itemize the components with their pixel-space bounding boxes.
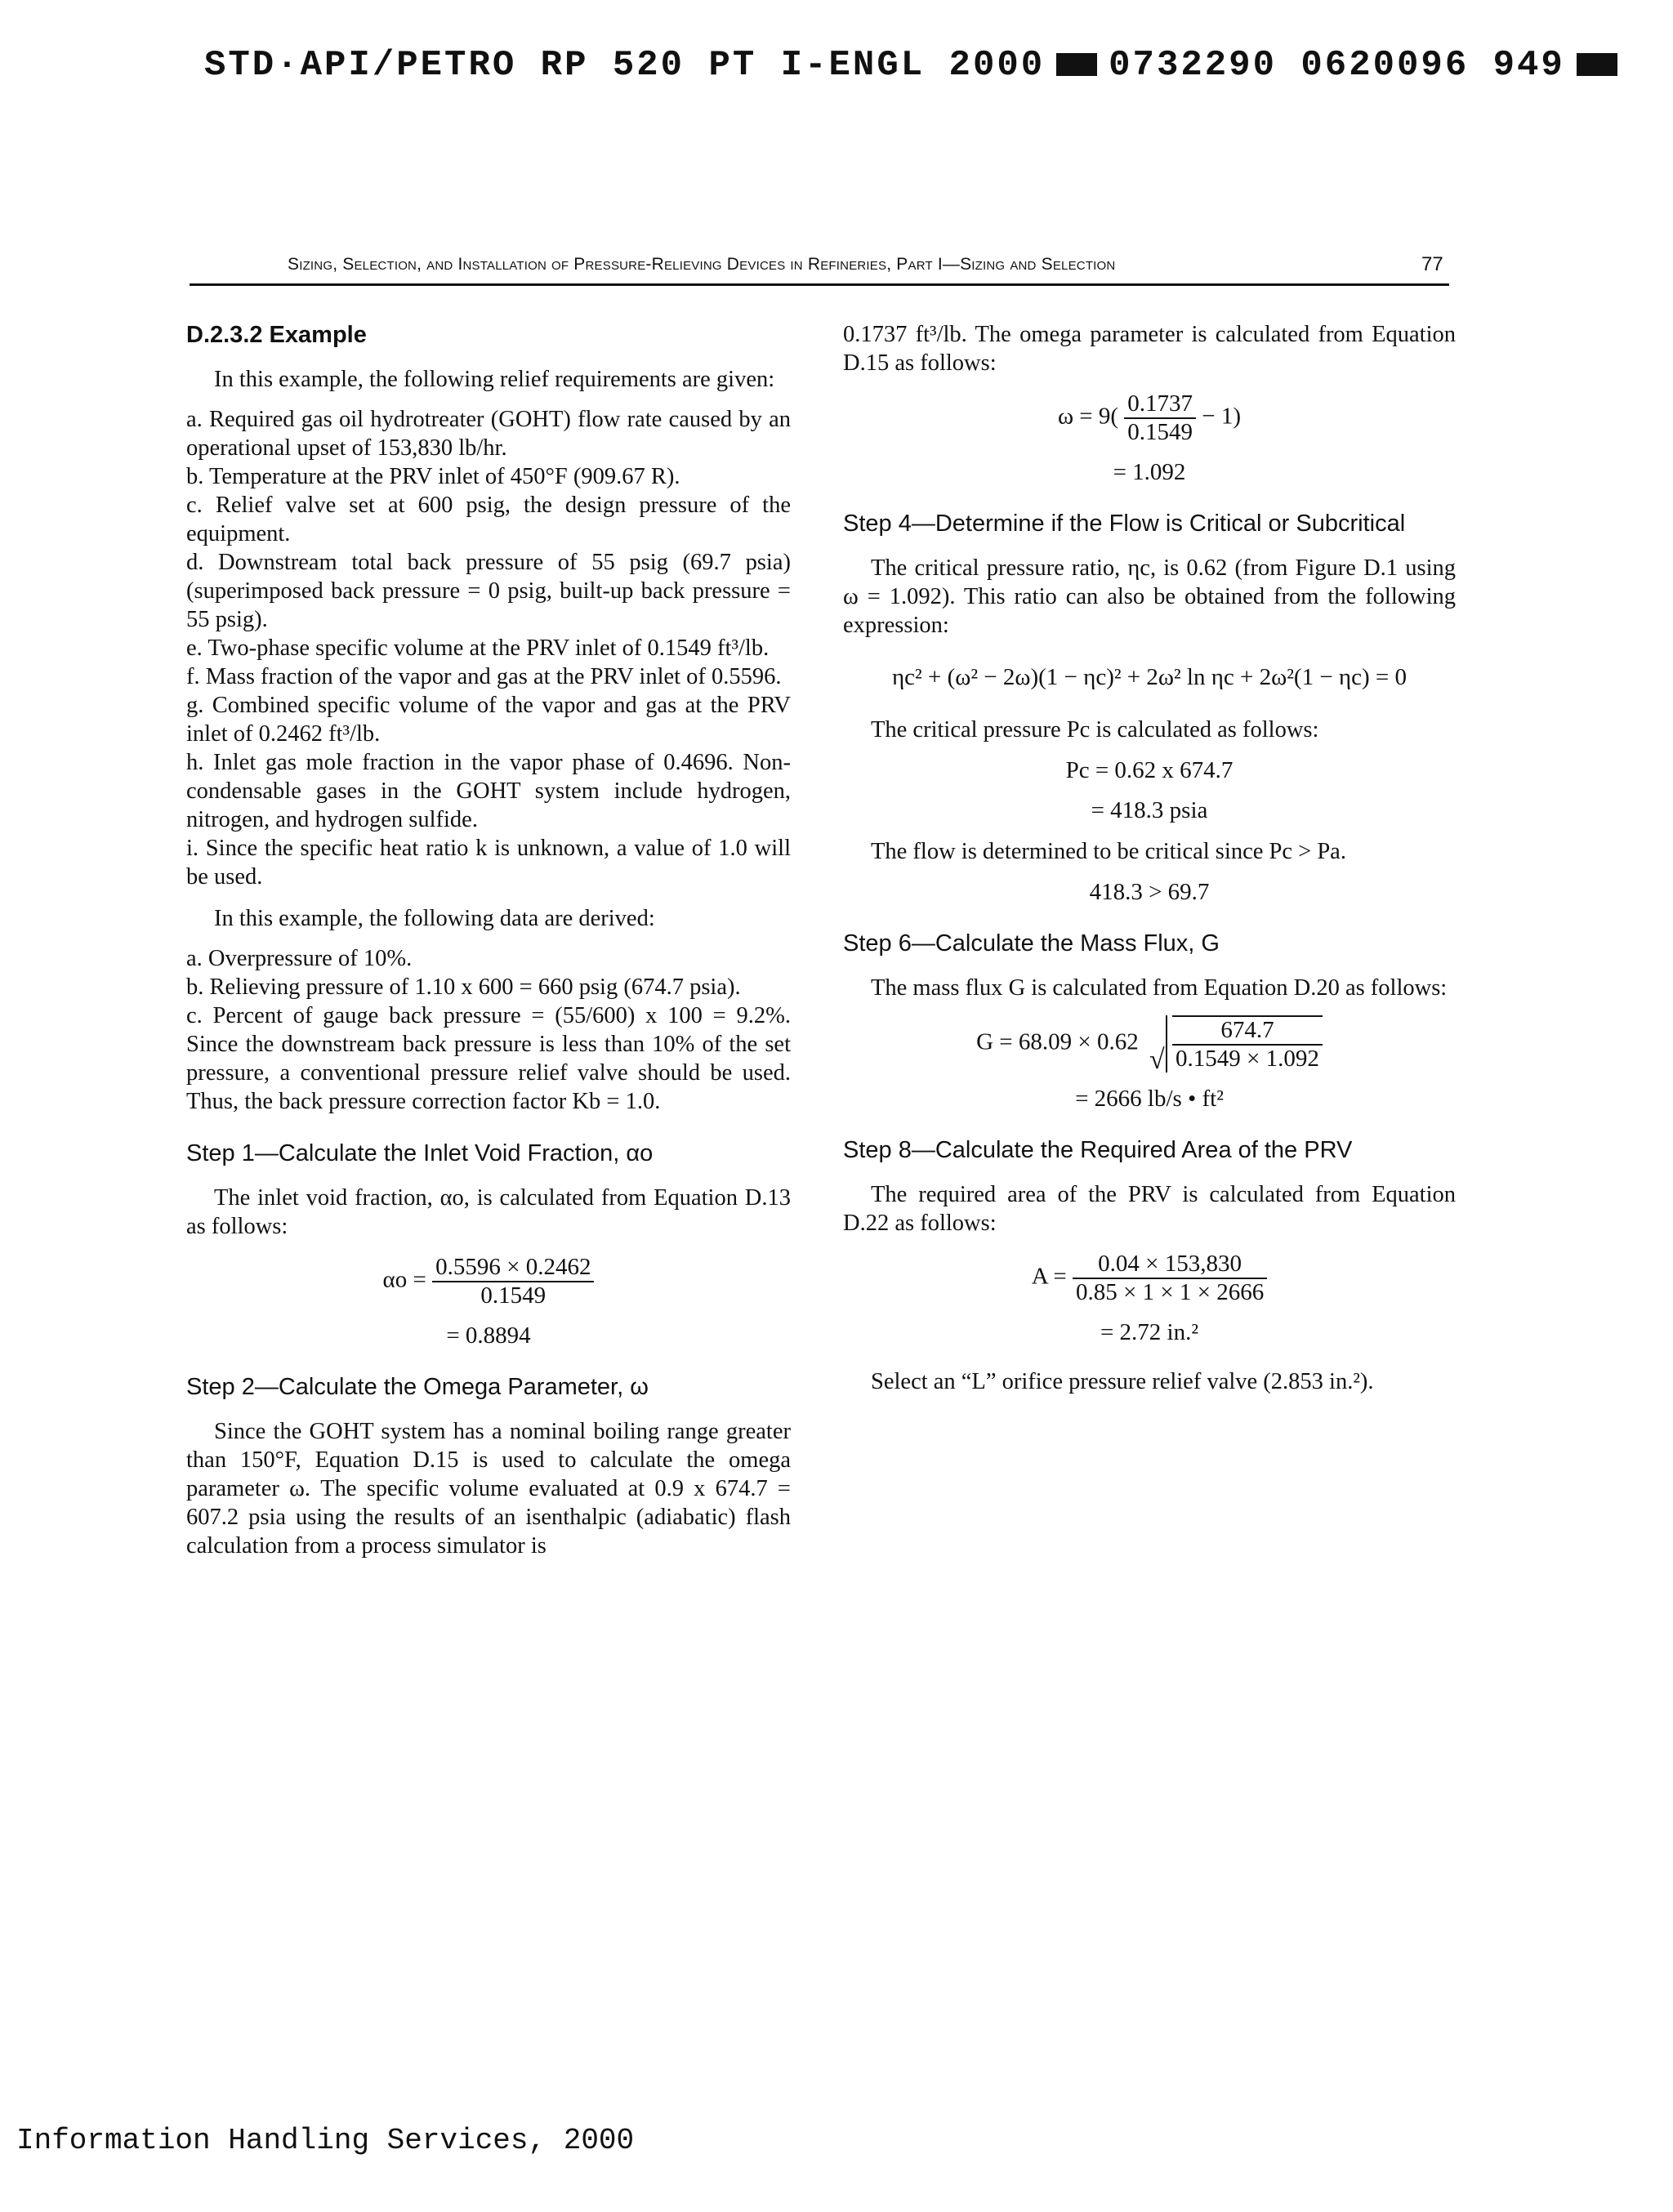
list-item: c. Percent of gauge back pressure = (55/600) x 100 = 9.2%. Since the downstream back pressure is less than 10% of the set pressure, a conventional pressure relief valve should be used. Thus, the back pressure correction factor Kb = 1.0. xyxy=(186,1003,791,1114)
barcode-block xyxy=(1056,53,1097,76)
derived-list xyxy=(186,944,791,1116)
equation-lhs: G = 68.09 × 0.62 xyxy=(976,1028,1139,1055)
step1-heading: Step 1—Calculate the Inlet Void Fraction, αo xyxy=(186,1140,654,1166)
given-list xyxy=(186,405,791,891)
critical-ratio-expression: ηc² + (ω² − 2ω)(1 − ηc)² + 2ω² ln ηc + 2ω²(1 − ηc) = 0 xyxy=(892,664,1407,690)
denominator: 0.1549 × 1.092 xyxy=(1176,1046,1319,1072)
fraction xyxy=(432,1254,594,1309)
area-equation xyxy=(843,1251,1456,1306)
list-item: a. Overpressure of 10%. xyxy=(186,946,413,971)
denominator: 0.1549 xyxy=(480,1282,547,1309)
document-id: STD·API/PETRO RP 520 PT I-ENGL 2000 xyxy=(204,45,1046,86)
critical-pressure-equation: Pc = 0.62 x 674.7 xyxy=(1065,757,1234,783)
step4-heading: Step 4—Determine if the Flow is Critical or Subcritical xyxy=(843,511,1406,537)
list-item: a. Required gas oil hydrotreater (GOHT) flow rate caused by an operational upset of 153,830 lb/hr. xyxy=(186,407,791,461)
right-column xyxy=(843,320,1456,1407)
step2-heading: Step 2—Calculate the Omega Parameter, ω xyxy=(186,1374,649,1400)
fraction xyxy=(1124,390,1196,446)
step4-text: The flow is determined to be critical since Pc > Pa. xyxy=(871,839,1346,864)
mass-flux-equation xyxy=(843,1015,1456,1073)
running-head: Sizing, Selection, and Installation of Pressure-Relieving Devices in Refineries, Part I—Sizing and Selection xyxy=(288,255,1116,274)
step8-heading: Step 8—Calculate the Required Area of the PRV xyxy=(843,1137,1353,1163)
numerator: 0.1737 xyxy=(1124,390,1196,419)
equation-result: = 1.092 xyxy=(1113,459,1186,485)
fraction xyxy=(1073,1251,1267,1306)
comparison-equation: 418.3 > 69.7 xyxy=(1089,879,1210,905)
numerator: 0.5596 × 0.2462 xyxy=(432,1254,594,1282)
equation-tail: − 1) xyxy=(1202,403,1242,430)
list-item: e. Two-phase specific volume at the PRV inlet of 0.1549 ft³/lb. xyxy=(186,636,770,661)
step1-text: The inlet void fraction, αo, is calculated from Equation D.13 as follows: xyxy=(186,1185,791,1239)
header-rule xyxy=(190,283,1449,286)
step4-text: The critical pressure ratio, ηc, is 0.62 (from Figure D.1 using ω = 1.092). This ratio can also be obtained from the following expression: xyxy=(843,555,1456,638)
section-heading: D.2.3.2 Example xyxy=(186,322,367,348)
list-item: c. Relief valve set at 600 psig, the design pressure of the equipment. xyxy=(186,493,791,546)
denominator: 0.1549 xyxy=(1127,419,1193,445)
void-fraction-equation xyxy=(186,1254,791,1309)
equation-lhs: ω = 9( xyxy=(1057,403,1119,430)
step6-heading: Step 6—Calculate the Mass Flux, G xyxy=(843,930,1220,957)
equation-result: = 2.72 in.² xyxy=(1100,1319,1199,1345)
list-item: f. Mass fraction of the vapor and gas at the PRV inlet of 0.5596. xyxy=(186,664,782,689)
continued-text: 0.1737 ft³/lb. The omega parameter is calculated from Equation D.15 as follows: xyxy=(843,322,1456,376)
derived-intro: In this example, the following data are derived: xyxy=(214,906,655,931)
list-item: b. Temperature at the PRV inlet of 450°F (909.67 R). xyxy=(186,464,680,489)
document-id-line xyxy=(204,45,1629,86)
document-code: 0732290 0620096 949 xyxy=(1109,45,1565,86)
selection-text: Select an “L” orifice pressure relief valve (2.853 in.²). xyxy=(871,1369,1374,1394)
list-item: h. Inlet gas mole fraction in the vapor phase of 0.4696. Non-condensable gases in the GOHT system include hydrogen, nitrogen, and hydrogen sulfide. xyxy=(186,750,791,832)
fraction xyxy=(1172,1015,1323,1073)
step8-text: The required area of the PRV is calculated from Equation D.22 as follows: xyxy=(843,1182,1456,1236)
numerator: √ 674.7 xyxy=(1172,1015,1323,1046)
barcode-block xyxy=(1577,53,1617,76)
equation-lhs: αo = xyxy=(382,1266,426,1293)
square-root xyxy=(1166,1015,1323,1073)
equation-result: = 0.8894 xyxy=(446,1322,531,1349)
list-item: g. Combined specific volume of the vapor and gas at the PRV inlet of 0.2462 ft³/lb. xyxy=(186,693,791,747)
footer-text: Information Handling Services, 2000 xyxy=(16,2124,635,2157)
equation-result: = 418.3 psia xyxy=(1091,797,1208,823)
list-item: i. Since the specific heat ratio k is unknown, a value of 1.0 will be used. xyxy=(186,836,791,890)
equation-lhs: A = xyxy=(1031,1263,1067,1290)
equation-result: = 2666 lb/s • ft² xyxy=(1075,1086,1224,1112)
given-intro: In this example, the following relief requirements are given: xyxy=(214,367,775,392)
omega-equation xyxy=(843,390,1456,446)
list-item: b. Relieving pressure of 1.10 x 600 = 660 psig (674.7 psia). xyxy=(186,974,741,1000)
left-column xyxy=(186,320,791,1572)
step6-text: The mass flux G is calculated from Equation D.20 as follows: xyxy=(871,975,1448,1001)
numerator: 0.04 × 153,830 xyxy=(1073,1251,1267,1279)
denominator: 0.85 × 1 × 1 × 2666 xyxy=(1075,1279,1265,1305)
step2-text: Since the GOHT system has a nominal boiling range greater than 150°F, Equation D.15 is used to calculate the omega parameter ω. The specific volume evaluated at 0.9 x 674.7 = 607.2 psia using the results of an isenthalpic (adiabatic) flash calculation from a process simulator is xyxy=(186,1419,791,1559)
list-item: d. Downstream total back pressure of 55 psig (69.7 psia) (superimposed back pressure = 0 psig, built-up back pressure = 55 psig). xyxy=(186,550,791,632)
step4-text: The critical pressure Pc is calculated as follows: xyxy=(871,717,1319,743)
page-number: 77 xyxy=(1421,253,1443,275)
